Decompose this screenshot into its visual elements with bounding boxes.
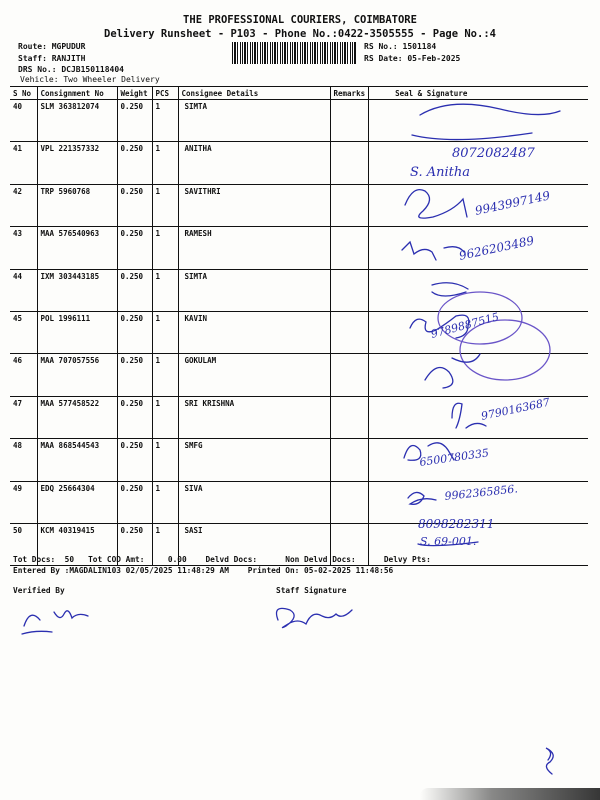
cell-consignment: IXM 303443185 [37,269,117,311]
sig-row43 [402,242,464,260]
staff-signature-label: Staff Signature [276,586,347,595]
hw-phone7: 9962365856. [443,482,519,503]
col-sno: S No [10,87,37,100]
hw-phone4: 9789887515 [429,310,501,341]
cell-consignment: SLM 363812074 [37,100,117,142]
vehicle-label: Vehicle: Two Wheeler Delivery [20,75,160,84]
sig-row49 [408,492,436,504]
cell-weight: 0.250 [117,311,152,353]
col-consignment: Consignment No [37,87,117,100]
cell-weight: 0.250 [117,142,152,184]
cell-pcs: 1 [152,311,178,353]
staff-signature [277,608,353,627]
cell-pcs: 1 [152,396,178,438]
sig-row42 [405,190,467,219]
rs-number: RS No.: 1501184 [364,42,437,51]
cell-consignee: SIMTA [178,269,330,311]
cell-consignment: MAA 707057556 [37,354,117,396]
cell-weight: 0.250 [117,100,152,142]
route-label: Route: MGPUDUR [18,42,86,51]
document-subtitle: Delivery Runsheet - P103 - Phone No.:0422-3505555 - Page No.:4 [104,28,496,40]
cell-sno: 46 [10,354,37,396]
verified-signature [22,611,88,634]
cell-consignment: TRP 5960768 [37,184,117,226]
cell-consignee: RAMESH [178,227,330,269]
cell-sno: 50 [10,523,37,565]
cell-weight: 0.250 [117,439,152,481]
cell-pcs: 1 [152,227,178,269]
cell-sno: 49 [10,481,37,523]
cell-sno: 45 [10,311,37,353]
cell-weight: 0.250 [117,227,152,269]
cell-weight: 0.250 [117,269,152,311]
hw-phone2: 9943997149 [473,188,552,218]
cell-sno: 41 [10,142,37,184]
verified-by-label: Verified By [13,586,65,595]
rs-date: RS Date: 05-Feb-2025 [364,54,461,63]
cell-pcs: 1 [152,184,178,226]
cell-sno: 43 [10,227,37,269]
col-weight: Weight [117,87,152,100]
cell-consignee: ANITHA [178,142,330,184]
cell-pcs: 1 [152,439,178,481]
hw-phone3: 9626203489 [457,233,536,263]
hw-note8: S. 69-001. [420,535,477,548]
cell-sno: 47 [10,396,37,438]
col-consignee: Consignee Details [178,87,330,100]
cell-consignment: POL 1996111 [37,311,117,353]
cell-consignment: VPL 221357332 [37,142,117,184]
cell-consignee: KAVIN [178,311,330,353]
cell-sno: 42 [10,184,37,226]
cell-consignment: MAA 577458522 [37,396,117,438]
document-title: THE PROFESSIONAL COURIERS, COIMBATORE [183,14,417,26]
cell-sno: 44 [10,269,37,311]
hw-anitha-signature: S. Anitha [410,165,470,180]
cell-sno: 40 [10,100,37,142]
col-pcs: PCS [152,87,178,100]
drs-label: DRS No.: DCJB150118404 [18,65,124,74]
cell-consignee: SRI KRISHNA [178,396,330,438]
cell-consignee: SIVA [178,481,330,523]
hw-phone6: 6500780335 [418,446,490,469]
summary-entered: Entered By :MAGDALIN103 02/05/2025 11:48:29 AM Printed On: 05-02-2025 11:48:56 [13,566,394,575]
scan-edge-shadow [420,788,600,800]
cell-consignee: SASI [178,523,330,565]
cell-weight: 0.250 [117,481,152,523]
stamp-1 [420,104,560,115]
cell-consignee: SIMTA [178,100,330,142]
cell-consignee: GOKULAM [178,354,330,396]
cell-weight: 0.250 [117,354,152,396]
cell-sno: 48 [10,439,37,481]
cell-consignee: SAVITHRI [178,184,330,226]
cell-consignment: MAA 868544543 [37,439,117,481]
cell-pcs: 1 [152,100,178,142]
cell-consignment: EDQ 25664304 [37,481,117,523]
col-seal-signature: Seal & Signature [369,87,588,100]
hw-phone1: 8072082487 [452,146,535,161]
cell-pcs: 1 [152,269,178,311]
cell-consignment: KCM 40319415 [37,523,117,565]
summary-totals: Tot Docs: 50 Tot COD Amt: 0.00 Delvd Docs: Non Delvd Docs: Delvy Pts: [13,555,431,564]
cell-weight: 0.250 [117,523,152,565]
cell-consignee: SMFG [178,439,330,481]
hw-phone5: 9790163687 [479,395,552,423]
cell-pcs: 1 [152,523,178,565]
cell-pcs: 1 [152,142,178,184]
hw-phone8: 8098282311 [418,517,495,531]
stamp-1b [412,133,532,140]
staff-label: Staff: RANJITH [18,54,86,63]
cell-weight: 0.250 [117,184,152,226]
cell-consignment: MAA 576540963 [37,227,117,269]
cell-weight: 0.250 [117,396,152,438]
margin-mark [546,748,553,774]
col-remarks: Remarks [330,87,369,100]
cell-pcs: 1 [152,354,178,396]
cell-pcs: 1 [152,481,178,523]
